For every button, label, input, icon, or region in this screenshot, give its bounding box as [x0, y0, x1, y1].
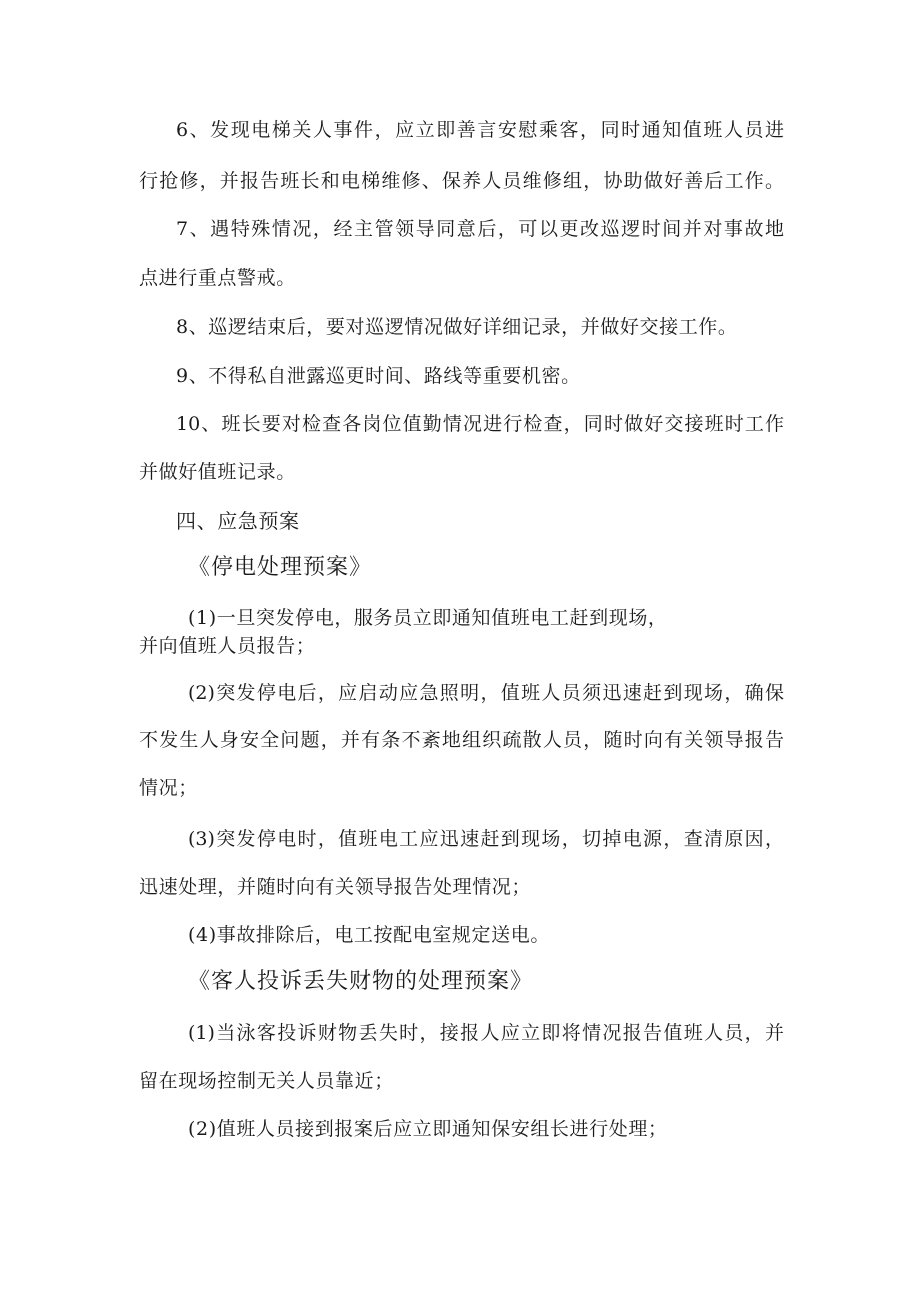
paragraph-line: (2)突发停电后，应启动应急照明，值班人员须迅速赶到现场，确保 [188, 682, 784, 704]
paragraph-line: 8、巡逻结束后，要对巡逻情况做好详细记录，并做好交接工作。 [176, 316, 738, 338]
paragraph-line: 10、班长要对检查各岗位值勤情况进行检查，同时做好交接班时工作 [176, 413, 784, 435]
paragraph-line: (4)事故排除后，电工按配电室规定送电。 [188, 924, 550, 946]
paragraph-line: 行抢修，并报告班长和电梯维修、保养人员维修组，协助做好善后工作。 [139, 170, 784, 192]
paragraph-line: 不发生人身安全问题，并有条不紊地组织疏散人员，随时向有关领导报告 [139, 729, 784, 751]
paragraph-line: 迅速处理，并随时向有关领导报告处理情况； [139, 876, 532, 898]
paragraph-line: (3)突发停电时，值班电工应迅速赶到现场，切掉电源，查清原因， [188, 828, 784, 850]
paragraph-line: 9、不得私自泄露巡更时间、路线等重要机密。 [176, 365, 581, 387]
paragraph-line: 7、遇特殊情况，经主管领导同意后，可以更改巡逻时间并对事故地 [176, 218, 784, 240]
paragraph-line: 点进行重点警戒。 [139, 267, 296, 289]
subsection-title: 《客人投诉丢失财物的处理预案》 [188, 969, 534, 994]
paragraph-line: 情况； [139, 777, 198, 799]
paragraph-line: 并向值班人员报告； [139, 635, 316, 657]
subsection-title: 《停电处理预案》 [188, 555, 373, 580]
section-heading: 四、应急预案 [176, 509, 300, 533]
paragraph-line: (2)值班人员接到报案后应立即通知保安组长进行处理； [188, 1118, 668, 1140]
paragraph-line: (1)一旦突发停电，服务员立即通知值班电工赶到现场， [188, 607, 668, 629]
paragraph-line: 6、发现电梯关人事件，应立即善言安慰乘客，同时通知值班人员进 [176, 119, 784, 141]
paragraph-line: 并做好值班记录。 [139, 461, 296, 483]
paragraph-line: (1)当泳客投诉财物丢失时，接报人应立即将情况报告值班人员，并 [188, 1022, 784, 1044]
paragraph-line: 留在现场控制无关人员靠近； [139, 1070, 394, 1092]
